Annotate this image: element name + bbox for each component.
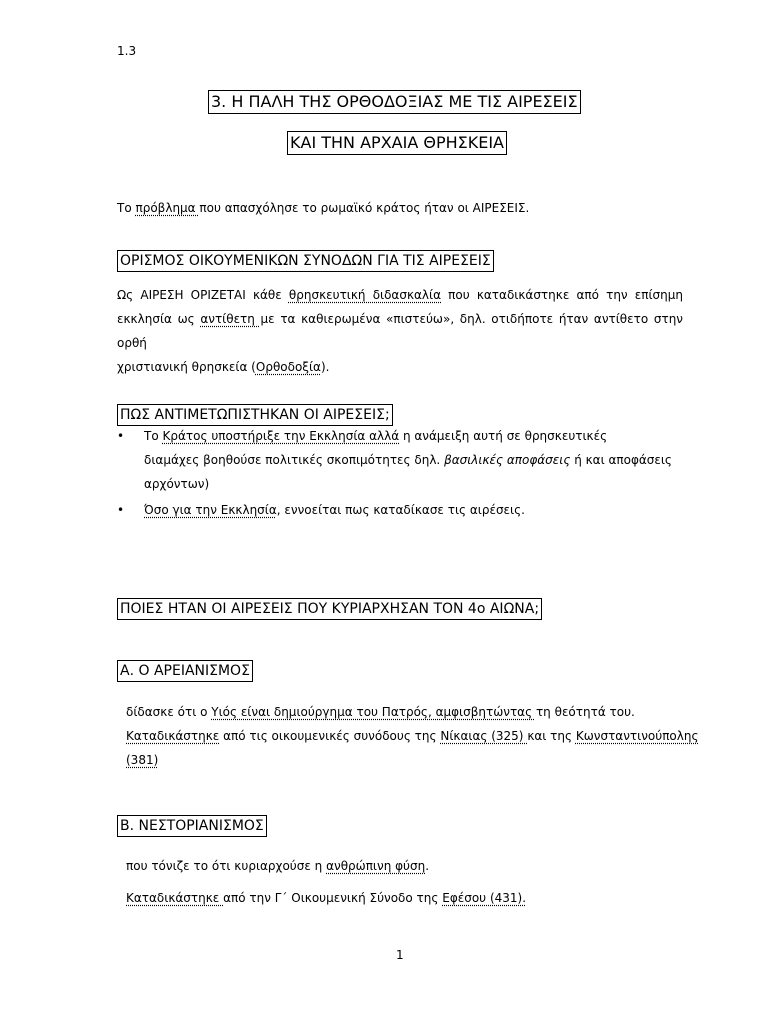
definition-text: εκκλησία ως xyxy=(117,312,201,326)
definition-underlined: Ορθοδοξία xyxy=(255,360,321,374)
bullet-text: αποφάσεις xyxy=(608,453,672,467)
page-number: 1 xyxy=(396,948,404,962)
bullet-text-state xyxy=(144,424,672,496)
bullet-text-church xyxy=(144,498,525,522)
document-title-line-2: ΚΑΙ ΤΗΝ ΑΡΧΑΙΑ ΘΡΗΣΚΕΙΑ xyxy=(287,131,507,155)
definition-line-3 xyxy=(117,355,683,379)
arianism-paragraph xyxy=(126,700,699,772)
intro-paragraph xyxy=(117,196,529,220)
definition-text: Ως ΑΙΡΕΣΗ ΟΡΙΖΕΤΑΙ κάθε xyxy=(117,288,289,302)
heading-definition: ΟΡΙΣΜΟΣ ΟΙΚΟΥΜΕΝΙΚΩΝ ΣΥΝΟΔΩΝ ΓΙΑ ΤΙΣ ΑΙΡΕΣΕΙΣ xyxy=(117,250,494,272)
definition-text: με τα καθιερωμένα «πιστεύω», δηλ. οτιδήποτε ήταν αντίθετο στην ορθή xyxy=(117,312,683,350)
nestorianism-underlined: ανθρώπινη φύση xyxy=(326,859,426,873)
bullet-icon: • xyxy=(117,503,125,517)
definition-text: ). xyxy=(320,360,330,374)
bullet-italic: βασιλικές αποφάσεις xyxy=(444,453,571,467)
bullet-text: Το xyxy=(144,429,163,443)
definition-paragraph xyxy=(117,283,683,379)
arianism-underlined: Κωνσταντινούπολης xyxy=(575,729,699,743)
bullet-text: διαμάχες βοηθούσε πολιτικές σκοπιμότητες δηλ. xyxy=(144,453,445,467)
arianism-text: και της xyxy=(527,729,576,743)
intro-text-start: Το xyxy=(117,201,136,215)
definition-line-2 xyxy=(117,307,683,355)
arianism-underlined: (381) xyxy=(126,753,159,767)
nestorianism-text: που τόνιζε το ότι κυριαρχούσε η xyxy=(126,859,327,873)
section-number: 1.3 xyxy=(117,44,137,58)
nestorianism-paragraph xyxy=(126,854,526,910)
document-title-line-1: 3. Η ΠΑΛΗ ΤΗΣ ΟΡΘΟΔΟΞΙΑΣ ΜΕ ΤΙΣ ΑΙΡΕΣΕΙΣ xyxy=(208,90,581,114)
bullet-icon: • xyxy=(117,429,125,443)
definition-underlined: αντίθετη xyxy=(200,312,261,326)
bullet-item-church xyxy=(117,498,677,522)
definition-line-1 xyxy=(117,283,683,307)
arianism-underlined: Νίκαιας (325) xyxy=(440,729,528,743)
heading-which-heresies: ΠΟΙΕΣ ΗΤΑΝ ΟΙ ΑΙΡΕΣΕΙΣ ΠΟΥ ΚΥΡΙΑΡΧΗΣΑΝ ΤΟΝ 4ο ΑΙΩΝΑ; xyxy=(117,598,542,620)
bullet-text: η ανάμειξη αυτή σε θρησκευτικές xyxy=(399,429,608,443)
bullet-underlined: Όσο για την Εκκλησία xyxy=(144,503,277,517)
heading-response: ΠΩΣ ΑΝΤΙΜΕΤΩΠΙΣΤΗΚΑΝ ΟΙ ΑΙΡΕΣΕΙΣ; xyxy=(117,404,393,426)
definition-text: που καταδικάστηκε από την επίσημη xyxy=(441,288,684,302)
intro-text-end: που απασχόλησε το ρωμαϊκό κράτος ήταν οι ΑΙΡΕΣΕΙΣ. xyxy=(199,201,530,215)
bullet-underlined: Κράτος υποστήριξε την Εκκλησία αλλά xyxy=(162,429,400,443)
arianism-text: τη θεότητά του. xyxy=(535,705,635,719)
definition-text: χριστιανική θρησκεία ( xyxy=(117,360,256,374)
arianism-text: δίδασκε ότι ο xyxy=(126,705,212,719)
nestorianism-text: από την Γ΄ Οικουμενική Σύνοδο της xyxy=(223,891,443,905)
heading-nestorianism: Β. ΝΕΣΤΟΡΙΑΝΙΣΜΟΣ xyxy=(117,815,267,837)
bullet-text: , εννοείται πως καταδίκασε τις αιρέσεις. xyxy=(276,503,525,517)
bullet-item-state xyxy=(117,424,677,496)
bullet-text: ή και xyxy=(570,453,609,467)
nestorianism-underlined: Εφέσου (431). xyxy=(442,891,527,905)
bullet-text: αρχόντων) xyxy=(144,477,210,491)
arianism-text: από τις οικουμενικές συνόδους της xyxy=(219,729,441,743)
nestorianism-underlined: Καταδικάστηκε xyxy=(126,891,224,905)
intro-underlined-word: πρόβλημα xyxy=(135,201,200,215)
arianism-underlined: Καταδικάστηκε xyxy=(126,729,220,743)
heading-arianism: Α. Ο ΑΡΕΙΑΝΙΣΜΟΣ xyxy=(117,660,253,682)
definition-underlined: θρησκευτική διδασκαλία xyxy=(288,288,442,302)
arianism-underlined: Υιός είναι δημιούργημα του Πατρός, αμφισβητώντας xyxy=(211,705,536,719)
nestorianism-text: . xyxy=(425,859,430,873)
